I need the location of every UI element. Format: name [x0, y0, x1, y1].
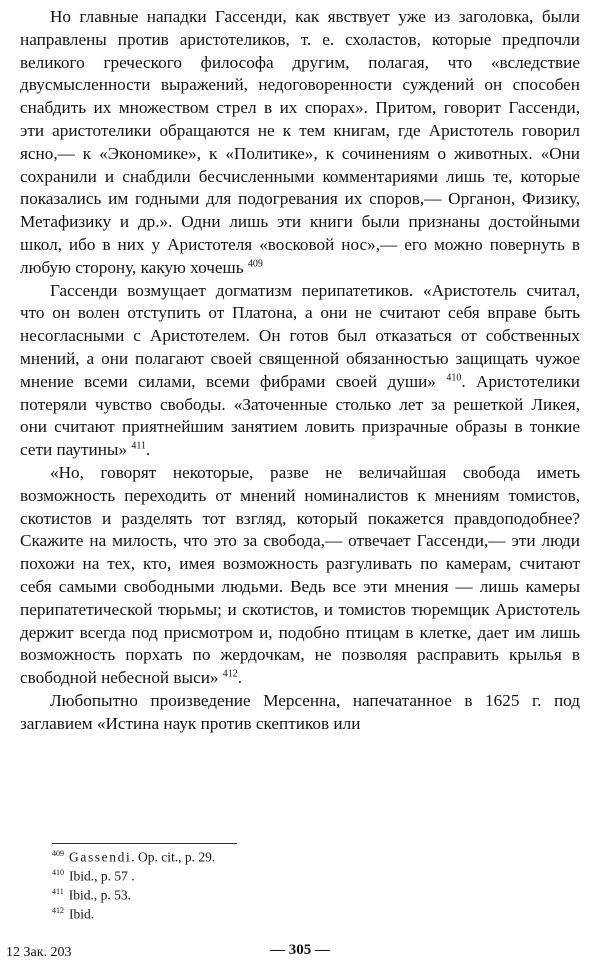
paragraph-1: Но главные нападки Гассенди, как явствует уже из заголовка, были направлены против аристотеликов, т. е. схоластов, которые предпочли великого греческого философа другим, полагая, что «вследствие двусмысленности выражений, недоговоренности суждений он способен снабдить их множеством стрел в их спорах». Притом, говорит Гассенди, эти аристотелики обращаются не к тем книгам, где Аристотель говорил ясно,— к «Экономике», к «Политике», к сочинениям о животных. «Они сохранили и снабдили бесчисленными комментариями лишь те, которые показались им годными для подогревания их споров,— Органон, Физику, Метафизику и др.». Одни лишь эти книги были признаны достойными школ, ибо в них у Аристотеля «восковой нос»,— его можно повернуть в любую сторону, какую хочешь $^{409}$ — [20, 7, 580, 277]
paragraph-4: Любопытно произведение Мерсенна, напечатанное в 1625 г. под заглавием «Истина наук против скептиков или — [20, 690, 580, 733]
footnote-412: $^{412}$ Ibid. — [52, 906, 95, 922]
footnote-ref-412: 412 — [222, 668, 238, 680]
footnote-411: $^{411}$ Ibid., p. 53. — [52, 887, 131, 903]
printer-signature: 12 Зак. 203 — [6, 945, 72, 960]
footnote-ref-410: 410 — [446, 372, 462, 384]
footnote-410: $^{410}$ Ibid., p. 57 . — [52, 868, 135, 884]
footnote-409: $^{409}$ Gassendi. Op. cit., p. 29. — [52, 849, 216, 865]
footnote-ref-411: 411 — [131, 440, 147, 452]
footnotes — [52, 846, 215, 922]
body-text — [20, 6, 580, 736]
page-number: — 305 — — [270, 942, 330, 958]
footnote-ref-409: 409 — [247, 258, 263, 270]
paragraph-3: «Но, говорят некоторые, разве не величайшая свобода иметь возможность переходить от мнений номиналистов к мнениям томистов, скотистов и разделять тот взгляд, который покажется правдоподобнее? Скажите на милость, что это за свобода,— отвечает Гассенди,— эти люди похожи на тех, кто, имея возможность разгуливать по камерам, считают себя самыми свободными людьми. Ведь все эти мнения — лишь камеры перипатетической тюрьмы; и скотистов, и томистов тюремщик Аристотель держит всегда под присмотром и, подобно птицам в клетке, дает им лишь возможность порхать по жердочкам, не позволяя расправить крылья в свободной небесной выси» $^{412}$. — [20, 462, 580, 688]
paragraph-2: Гассенди возмущает догматизм перипатетиков. «Аристотель считал, что он волен отступить от Платона, а они не считают себя вправе быть несогласными с Аристотелем. Он готов был отказаться от собственных мнений, а они полагают своей священной обязанностью защищать чужое мнение всеми силами, всеми фибрами своей души» $^{410}$. Аристотелики потеряли чувство свободы. «Заточенные столько лет за решеткой Ликея, они считают приятнейшим занятием ловить призрачные образы в тонкие сети паутины» $^{411}$. — [20, 280, 580, 460]
footnote-divider — [52, 843, 237, 844]
